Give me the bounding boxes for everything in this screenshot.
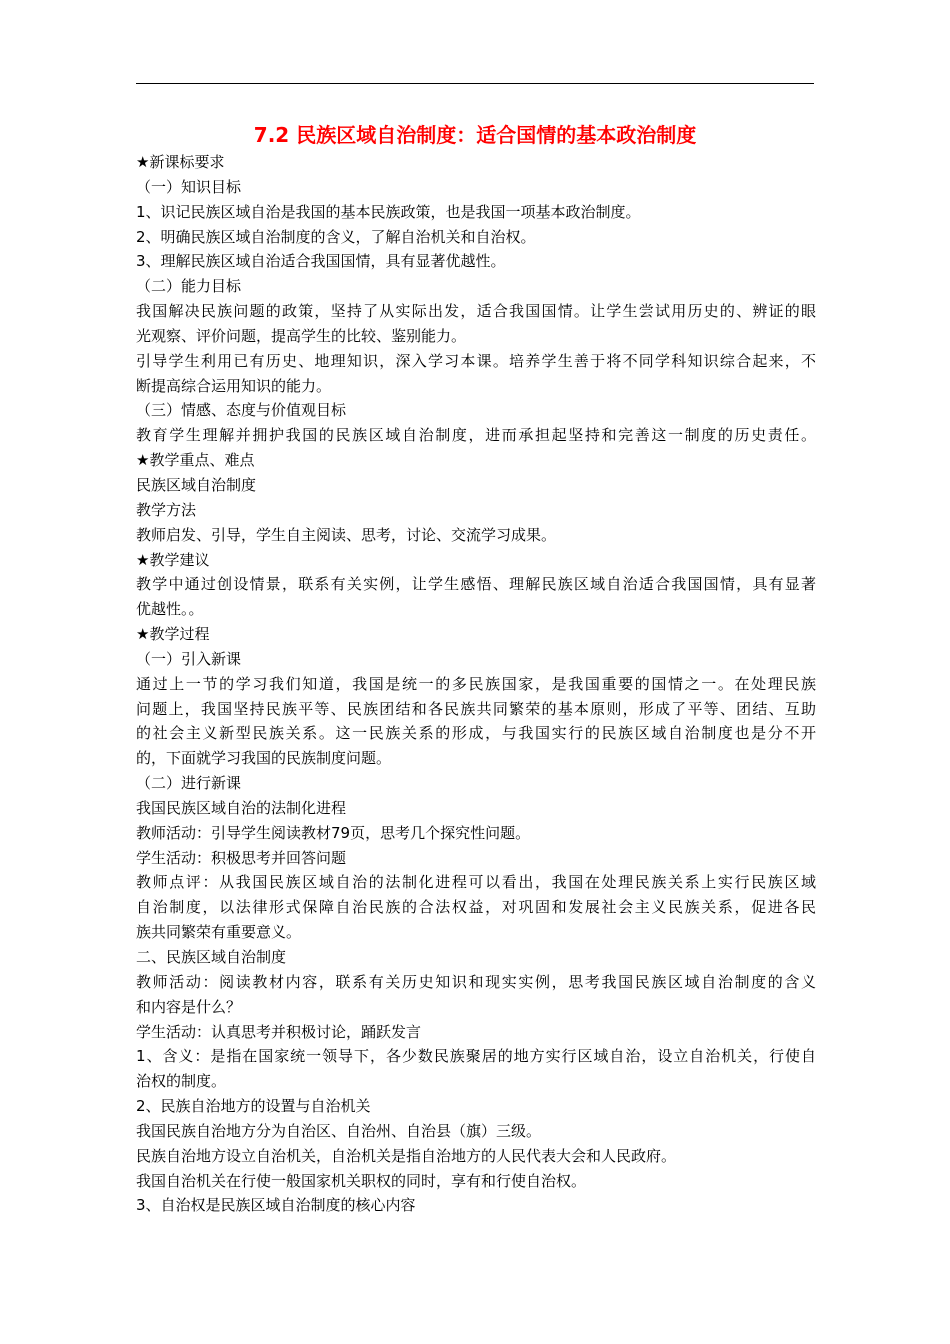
body-line: 问题上，我国坚持民族平等、民族团结和各民族共同繁荣的基本原则，形成了平等、团结、互助 xyxy=(136,699,816,718)
body-line: 我国民族自治地方分为自治区、自治州、自治县（旗）三级。 xyxy=(136,1121,542,1140)
body-line: 教师点评：从我国民族区域自治的法制化进程可以看出，我国在处理民族关系上实行民族区域 xyxy=(136,873,816,892)
body-line: 3、自治权是民族区域自治制度的核心内容 xyxy=(136,1196,416,1215)
body-line: 族共同繁荣有重要意义。 xyxy=(136,923,302,942)
body-line: 2、明确民族区域自治制度的含义，了解自治机关和自治权。 xyxy=(136,227,536,246)
body-line: 教育学生理解并拥护我国的民族区域自治制度，进而承担起坚持和完善这一制度的历史责任。 xyxy=(136,426,816,445)
body-line: 教学方法 xyxy=(136,500,197,519)
body-line: 通过上一节的学习我们知道，我国是统一的多民族国家，是我国重要的国情之一。在处理民族 xyxy=(136,674,816,693)
body-line: 教师启发、引导，学生自主阅读、思考，讨论、交流学习成果。 xyxy=(136,525,557,544)
document-body xyxy=(136,150,816,1218)
body-line: 1、识记民族区域自治是我国的基本民族政策，也是我国一项基本政治制度。 xyxy=(136,202,641,221)
body-line: （一）知识目标 xyxy=(136,177,242,196)
body-line: 引导学生利用已有历史、地理知识，深入学习本课。培养学生善于将不同学科知识综合起来，不 xyxy=(136,351,816,370)
body-line: ★教学重点、难点 xyxy=(136,451,255,470)
body-line: （二）进行新课 xyxy=(136,774,242,793)
body-line: 我国解决民族问题的政策，坚持了从实际出发，适合我国国情。让学生尝试用历史的、辨证的眼 xyxy=(136,302,816,321)
body-line: 光观察、评价问题，提高学生的比较、鉴别能力。 xyxy=(136,326,467,345)
body-line: 断提高综合运用知识的能力。 xyxy=(136,376,332,395)
body-line: 3、理解民族区域自治适合我国国情，具有显著优越性。 xyxy=(136,252,506,271)
body-line: 学生活动：积极思考并回答问题 xyxy=(136,848,347,867)
body-line: 和内容是什么？ xyxy=(136,997,242,1016)
body-line: 1、含义：是指在国家统一领导下，各少数民族聚居的地方实行区域自治，设立自治机关，行使自 xyxy=(136,1047,816,1066)
body-line: 我国自治机关在行使一般国家机关职权的同时，享有和行使自治权。 xyxy=(136,1171,587,1190)
body-line: 民族区域自治制度 xyxy=(136,475,257,494)
body-line: 教学中通过创设情景，联系有关实例，让学生感悟、理解民族区域自治适合我国国情，具有显著 xyxy=(136,575,816,594)
body-line: ★教学过程 xyxy=(136,625,210,644)
body-line: 2、民族自治地方的设置与自治机关 xyxy=(136,1097,371,1116)
body-line: 学生活动：认真思考并积极讨论，踊跃发言 xyxy=(136,1022,422,1041)
body-line: 教师活动：引导学生阅读教材79页，思考几个探究性问题。 xyxy=(136,823,531,842)
body-line: （三）情感、态度与价值观目标 xyxy=(136,401,347,420)
document-title: 7.2 民族区域自治制度：适合国情的基本政治制度 xyxy=(253,123,697,147)
header-rule xyxy=(136,83,814,84)
body-line: 教师活动：阅读教材内容，联系有关历史知识和现实实例，思考我国民族区域自治制度的含义 xyxy=(136,972,816,991)
body-line: （一）引入新课 xyxy=(136,649,242,668)
body-line: 民族自治地方设立自治机关，自治机关是指自治地方的人民代表大会和人民政府。 xyxy=(136,1146,677,1165)
body-line: 优越性。。 xyxy=(136,600,204,619)
body-line: （二）能力目标 xyxy=(136,277,242,296)
body-line: 我国民族区域自治的法制化进程 xyxy=(136,798,347,817)
body-line: 的社会主义新型民族关系。这一民族关系的形成，与我国实行的民族区域自治制度也是分不开 xyxy=(136,724,816,743)
body-line: ★新课标要求 xyxy=(136,153,225,171)
body-line: 二、民族区域自治制度 xyxy=(136,948,287,966)
body-line: 治权的制度。 xyxy=(136,1072,227,1091)
body-line: 的，下面就学习我国的民族制度问题。 xyxy=(136,749,392,768)
body-line: ★教学建议 xyxy=(136,550,210,569)
body-line: 自治制度，以法律形式保障自治民族的合法权益，对巩固和发展社会主义民族关系，促进各民 xyxy=(136,898,816,917)
